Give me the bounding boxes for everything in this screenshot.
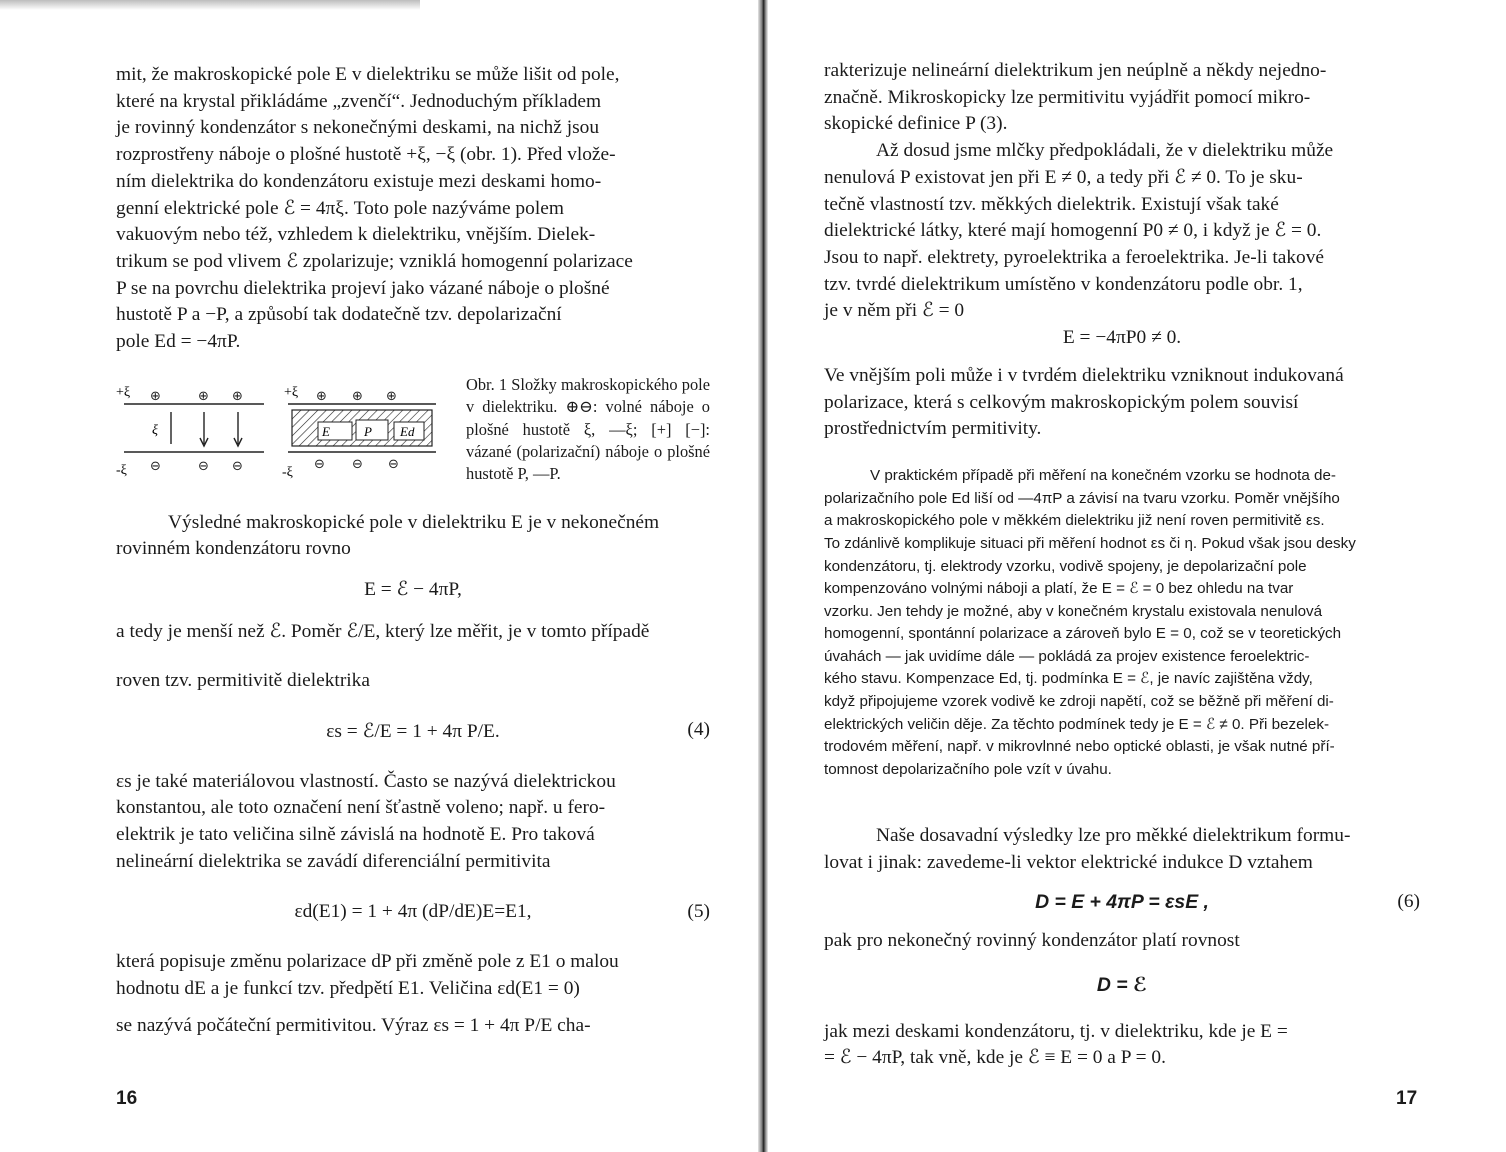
- minus-charge-icon: ⊖: [198, 458, 209, 474]
- text-line: prostřednictvím permitivity.: [824, 418, 1042, 440]
- text-line: εs je také materiálovou vlastností. Často se nazývá dielektrickou: [116, 770, 616, 792]
- equation-D: [824, 973, 1420, 997]
- equation-text: E = ℰ − 4πP,: [364, 579, 462, 601]
- text-line: konstantou, ale toto označení není šťastně voleno; např. u fero-: [116, 797, 606, 819]
- minus-charge-icon: ⊖: [150, 458, 161, 474]
- figure-1: [116, 374, 710, 494]
- text-line: Naše dosavadní výsledky lze pro měkké dielektrikum formu-: [876, 825, 1351, 847]
- text-line: hodnotu dE a je funkcí tzv. předpětí E1. Veličina εd(E1 = 0): [116, 978, 580, 1000]
- minus-xi-label: -ξ: [282, 464, 293, 480]
- text-line: rovinném kondenzátoru rovno: [116, 538, 351, 560]
- text-line: a makroskopického pole v měkkém dielektriku již není roven permitivitě εs.: [824, 512, 1325, 530]
- figure-caption: [466, 374, 710, 486]
- right-paragraph-5: [824, 928, 1420, 955]
- small-print-note: [824, 465, 1420, 781]
- capacitor-diagram: [116, 374, 456, 494]
- text-line: nelineární dielektrika se zavádí diferenciální permitivita: [116, 850, 551, 872]
- text-line: ním dielektrika do kondenzátoru existuje mezi deskami homo-: [116, 170, 602, 192]
- text-line: P se na povrchu dielektrika projeví jako vázané náboje o plošné: [116, 277, 610, 299]
- text-line: Jsou to např. elektrety, pyroelektrika a feroelektrika. Je-li takové: [824, 246, 1325, 268]
- text-line: polarizačního pole Ed liší od —4πP a závisí na tvaru vzorku. Poměr vnějšího: [824, 489, 1340, 507]
- left-paragraph-4: [116, 769, 710, 876]
- right-paragraph-4: [824, 823, 1420, 876]
- text-line: se nazývá počáteční permitivitou. Výraz εs = 1 + 4π P/E cha-: [116, 1014, 591, 1036]
- page-number-right: 17: [1396, 1088, 1418, 1109]
- left-paragraph-3: [116, 619, 710, 694]
- plus-charge-icon: ⊕: [232, 388, 243, 404]
- text-line: rakterizuje nelineární dielektrikum jen neúplně a někdy nejedno-: [824, 60, 1327, 81]
- equation-6: [824, 891, 1420, 914]
- minus-charge-icon: ⊖: [388, 456, 399, 472]
- text-line: Až dosud jsme mlčky předpokládali, že v dielektriku může: [876, 140, 1334, 162]
- right-paragraph-6: [824, 1019, 1420, 1072]
- page-number-left: 16: [116, 1088, 138, 1109]
- text-line: trodovém měření, např. v mikrovlnné nebo optické oblasti, je však nutné pří-: [824, 738, 1335, 756]
- text-line: rozprostřeny náboje o plošné hustotě +ξ, −ξ (obr. 1). Před vlože-: [116, 144, 616, 166]
- equation-number: (6): [1397, 890, 1420, 912]
- text-line: lovat i jinak: zavedeme-li vektor elektrické indukce D vztahem: [824, 852, 1313, 874]
- text-line: mit, že makroskopické pole E v dielektriku se může lišit od pole,: [116, 64, 620, 85]
- plus-charge-icon: ⊕: [198, 388, 209, 404]
- text-line: kompenzováno volnými náboji a platí, že E = ℰ = 0 bez ohledu na tvar: [824, 580, 1294, 598]
- text-line: a tedy je menší než ℰ. Poměr ℰ/E, který lze měřit, je v tomto případě: [116, 621, 650, 643]
- equation-number: (5): [687, 901, 710, 923]
- equation-4: [116, 719, 710, 743]
- text-line: úvahách — jak uvidíme dále — pokládá za projev existence feroelektric-: [824, 647, 1310, 665]
- plus-xi-label: +ξ: [116, 384, 131, 400]
- text-line: které na krystal přikládáme „zvenčí“. Jednoduchým příkladem: [116, 90, 602, 112]
- book-gutter: [758, 0, 768, 1152]
- minus-charge-icon: ⊖: [232, 458, 243, 474]
- plus-charge-icon: ⊕: [352, 388, 363, 404]
- text-line: dielektrické látky, které mají homogenní P0 ≠ 0, i když je ℰ = 0.: [824, 220, 1322, 242]
- equation-E0: [824, 327, 1420, 349]
- text-line: trikum se pod vlivem ℰ zpolarizuje; vzniklá homogenní polarizace: [116, 250, 633, 272]
- text-line: je rovinný kondenzátor s nekonečnými deskami, na nichž jsou: [116, 117, 600, 139]
- text-line: genní elektrické pole ℰ = 4πξ. Toto pole nazýváme polem: [116, 197, 564, 219]
- equation-5: [116, 901, 710, 923]
- text-line: vzorku. Jen tehdy je možné, aby v konečném krystalu existovala nenulová: [824, 602, 1323, 620]
- equation-text: εd(E1) = 1 + 4π (dP/dE)E=E1,: [294, 901, 532, 923]
- equation-text: E = −4πP0 ≠ 0.: [1062, 327, 1182, 349]
- text-line: elektrik je tato veličina silně závislá na hodnotě E. Pro taková: [116, 823, 595, 845]
- plus-charge-icon: ⊕: [150, 388, 161, 404]
- equation-E: [116, 577, 710, 601]
- text-line: nenulová P existovat jen při E ≠ 0, a tedy při ℰ ≠ 0. To je sku-: [824, 166, 1303, 188]
- equation-text: D = E + 4πP = εsE ,: [1035, 890, 1209, 913]
- text-line: Ve vnějším poli může i v tvrdém dielektriku vzniknout indukovaná: [824, 365, 1344, 387]
- right-paragraph-1: [824, 58, 1420, 138]
- left-paragraph-1: [116, 62, 710, 356]
- text-line: roven tzv. permitivitě dielektrika: [116, 669, 370, 691]
- text-line: Výsledné makroskopické pole v dielektriku E je v nekonečném: [168, 511, 660, 533]
- text-line: kého stavu. Kompenzace Ed, tj. podmínka E = ℰ, je navíc zajištěna vždy,: [824, 670, 1313, 688]
- right-page: [824, 0, 1420, 1152]
- text-line: pak pro nekonečný rovinný kondenzátor platí rovnost: [824, 929, 1240, 951]
- text-line: V praktickém případě při měření na konečném vzorku se hodnota de-: [870, 467, 1336, 485]
- left-paragraph-5: [116, 949, 710, 1039]
- E-label: E: [322, 423, 330, 439]
- text-line: značně. Mikroskopicky lze permitivitu vyjádřit pomocí mikro-: [824, 86, 1311, 108]
- text-line: elektrických veličin děje. Za těchto podmínek tedy je E = ℰ ≠ 0. Při bezelek-: [824, 715, 1330, 733]
- text-line: která popisuje změnu polarizace dP při změně pole z E1 o malou: [116, 951, 619, 973]
- equation-text: εs = ℰ/E = 1 + 4π P/E.: [326, 720, 500, 742]
- text-line: tečně vlastností tzv. měkkých dielektrik. Existují však také: [824, 193, 1279, 215]
- plus-charge-icon: ⊕: [316, 388, 327, 404]
- text-line: jak mezi deskami kondenzátoru, tj. v dielektriku, kde je E =: [824, 1020, 1288, 1042]
- minus-charge-icon: ⊖: [314, 456, 325, 472]
- text-line: polarizace, která s celkovým makroskopickým polem souvisí: [824, 391, 1299, 413]
- text-line: skopické definice P (3).: [824, 113, 1008, 135]
- text-line: tzv. tvrdé dielektrikum umístěno v kondenzátoru podle obr. 1,: [824, 273, 1303, 295]
- equation-text: D = ℰ: [1096, 973, 1148, 996]
- right-paragraph-2: [824, 138, 1420, 325]
- text-line: vakuovým nebo též, vzhledem k dielektriku, vnějším. Dielek-: [116, 224, 596, 246]
- right-paragraph-3: [824, 363, 1420, 443]
- text-line: homogenní, spontánní polarizace a zároveň bylo E = 0, což se v teoretických: [824, 625, 1342, 643]
- text-line: je v něm při ℰ = 0: [824, 300, 965, 322]
- text-line: kondenzátoru, tj. elektrody vzorku, vodivě spojeny, je depolarizační pole: [824, 557, 1307, 575]
- text-line: když připojujeme vzorek vodivě ke zdroji napětí, což se běžně při měření di-: [824, 693, 1334, 711]
- minus-xi-label: -ξ: [116, 462, 127, 478]
- text-line: hustotě P a −P, a způsobí tak dodatečně tzv. depolarizační: [116, 304, 562, 326]
- Ed-label: Ed: [400, 423, 415, 439]
- left-paragraph-2: [116, 510, 710, 563]
- text-line: To zdánlivě komplikuje situaci při měření hodnot εs či η. Pokud však jsou desky: [824, 534, 1356, 552]
- plus-charge-icon: ⊕: [386, 388, 397, 404]
- P-label: P: [364, 423, 372, 439]
- text-line: = ℰ − 4πP, tak vně, kde je ℰ ≡ E = 0 a P = 0.: [824, 1047, 1166, 1069]
- left-page: [116, 0, 710, 1152]
- xi-label: ξ: [152, 422, 158, 438]
- plus-xi-label: +ξ: [284, 384, 299, 400]
- minus-charge-icon: ⊖: [352, 456, 363, 472]
- equation-number: (4): [687, 718, 710, 740]
- text-line: pole Ed = −4πP.: [116, 331, 241, 353]
- text-line: tomnost depolarizačního pole vzít v úvahu.: [824, 760, 1112, 778]
- caption-text: Obr. 1 Složky makroskopického pole v dielektriku. ⊕⊖: volné náboje o plošné hustotě ξ, —ξ; [+] [−]: vázané (polarizační) náboje o plošné hustotě P, —P.: [466, 374, 710, 484]
